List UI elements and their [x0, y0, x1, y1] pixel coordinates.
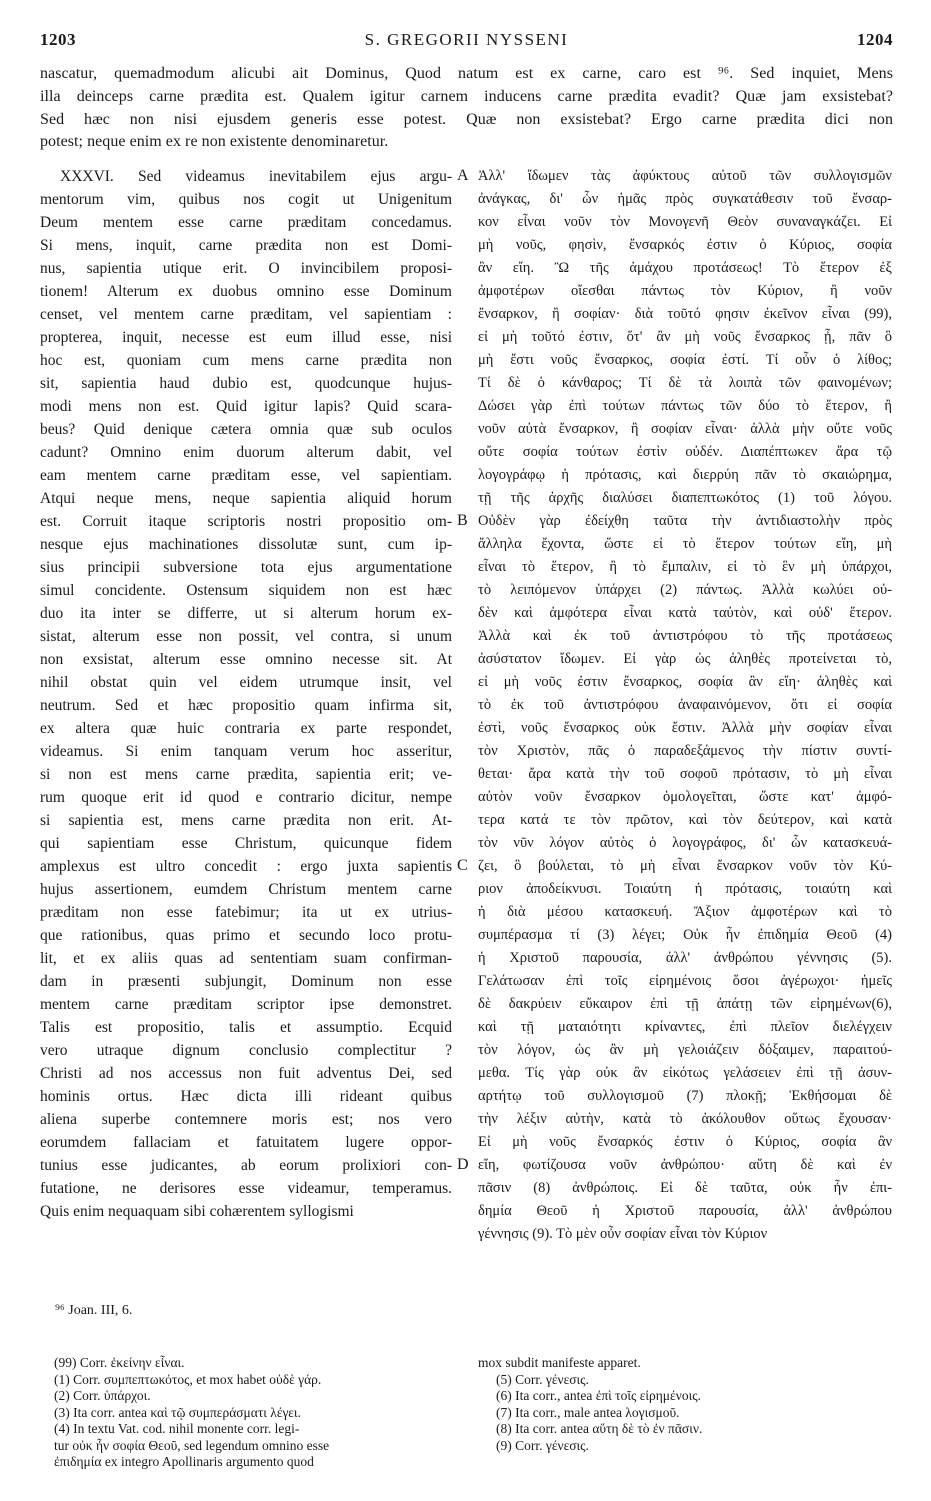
latin-line: eam mentem carne præditam esse, vel sapientiam.	[40, 467, 452, 484]
running-title: S. GREGORII NYSSENI	[364, 30, 569, 49]
latin-line: sistat, alterum esse non possit, vel contra, si unum	[40, 628, 452, 645]
greek-line: εἴη, φωτίζουσα νοῦν ἀνθρώπου· αὕτη δὲ καὶ ἐν	[478, 1157, 892, 1173]
latin-line: hoc est, quoniam cum mens carne prædita non	[40, 352, 452, 369]
latin-line: aliena superbe contemnere moris est; nos vero	[40, 1111, 452, 1128]
greek-line: κον εἶναι νοῦν τὸν Μονογενῆ Θεὸν συναναγκάζει. Εἰ	[478, 214, 892, 230]
latin-line: simul concidente. Ostensum siquidem non est hæc	[40, 582, 452, 599]
greek-line: Οὐδὲν γὰρ ἐδείχθη ταῦτα τὴν ἀντιδιαστολὴν πρὸς	[478, 513, 892, 529]
greek-line: Ἀλλὰ καὶ ἐκ τοῦ ἀντιστρόφου τὸ τῆς προτάσεως	[478, 628, 892, 644]
greek-line: δὲ δακρύειν εὔκαιρον ἐπὶ τῇ ἀπάτῃ τῶν εἰρημένων(6),	[478, 996, 892, 1012]
latin-line: qui sapientiam esse Christum, quicunque fidem	[40, 835, 452, 852]
greek-line: τὴν λέξιν αὐτὴν, κατὰ τὸ ἀκόλουθον οὕτως ἔχουσαν·	[478, 1111, 892, 1127]
greek-line: ἔνσαρκον, ἢ σοφίαν· διὰ τοῦτό φησιν ἐκεῖνον εἶναι (99),	[478, 306, 892, 322]
greek-line: Δώσει γὰρ ἐπὶ τούτων πάντως τῶν δύο τὸ ἕτερον, ἢ	[478, 398, 892, 414]
greek-line: τὸν λόγον, ὡς ἂν μὴ γελοιάζειν δόξαιμεν, παραιτού-	[478, 1042, 892, 1058]
note-line: (3) Ita corr. antea καὶ τῷ συμπεράσματι λέγει.	[54, 1404, 301, 1420]
greek-line: ἡ Χριστοῦ παρουσία, ἀλλ' ἀνθρώπου γέννησις (5).	[478, 950, 892, 966]
latin-line: neutrum. Sed et hæc propositio quam infirma sit,	[40, 697, 452, 714]
latin-line: mentem carne præditam scriptor ipse demonstret.	[40, 996, 452, 1013]
scripture-footnote: ⁹⁶ Joan. III, 6.	[55, 1303, 133, 1318]
latin-line: videamus. Si enim tanquam verum hoc asseritur,	[40, 743, 452, 760]
greek-line: Γελάτωσαν ἐπὶ τοῖς εἰρημένοις ὅσοι ἀγέρωχοι· ἡμεῖς	[478, 973, 892, 989]
note-line: (99) Corr. ἐκείνην εἶναι.	[54, 1355, 185, 1370]
greek-line: τὸ λειπόμενον ὑπάρχει (2) πάντως. Ἀλλὰ κωλύει οὐ-	[478, 582, 892, 598]
greek-line: λογογράφῳ ἡ πρότασις, καὶ διερρύη πᾶν τὸ σκαιώρημα,	[478, 467, 892, 483]
greek-line: μεθα. Τίς γὰρ οὐκ ἂν εἰκότως γελάσειεν ἐπὶ τῇ ἀσυν-	[478, 1065, 892, 1081]
greek-line: εἶναι τὸ ἕτερον, ἢ τὸ ἔμπαλιν, εἰ τὸ ἓν μὴ ὑπάρχοι,	[478, 559, 892, 575]
greek-line: ἐστὶ, νοῦς ἔνσαρκος οὐκ ἔστιν. Ἀλλὰ μὴν σοφίαν εἶναι	[478, 720, 892, 736]
latin-line: modi mens non est. Quid igitur lapis? Quid scara-	[40, 398, 452, 415]
greek-line: τὸ ἐκ τοῦ ἀντιστρόφου ἀναφαινόμενον, ὅτι εἰ σοφία	[478, 697, 892, 713]
latin-line: XXXVI. Sed videamus inevitabilem ejus argu-	[60, 168, 452, 185]
latin-line: est. Corruit itaque scriptoris nostri propositio om-	[40, 513, 452, 530]
greek-line: πᾶσιν (8) ἀνθρώποις. Εἰ δὲ ταῦτα, οὐκ ἦν ἐπι-	[478, 1180, 892, 1196]
latin-line: si sapientia est, mens carne prædita non erit. At-	[40, 812, 452, 829]
greek-line: αὐτὸν νοῦν ἔνσαρκον ὁμολογεῖται, ὥστε κατ' ἀμφό-	[478, 789, 892, 805]
latin-line: vero utraque dignum conclusio complectitur ?	[40, 1042, 452, 1059]
latin-line: rum quoque erit id quod e contrario dicitur, nempe	[40, 789, 452, 806]
latin-line: Atqui neque mens, neque sapientia aliquid horum	[40, 490, 452, 507]
page-number-right: 1204	[857, 30, 893, 49]
latin-line: futatione, ne derisores esse videamur, temperamus.	[40, 1180, 452, 1197]
latin-line: sius principii subversione tota ejus argumentatione	[40, 559, 452, 576]
greek-column	[478, 165, 892, 1246]
note-line: (8) Ita corr. antea αὕτη δὲ τὸ ἐν πᾶσιν.	[496, 1421, 703, 1436]
greek-line: ἂν εἴη. Ὢ τῆς ἀμάχου προτάσεως! Τὸ ἕτερον ἐξ	[478, 260, 892, 276]
greek-line: ριον ἀποδείκνυσι. Τοιαύτη ἡ πρότασις, τοιαύτη καὶ	[478, 881, 892, 897]
greek-line: αρτήτῳ τοῦ συλλογισμοῦ (7) πλοκῇ; Ἐκθήσομαι δὲ	[478, 1088, 892, 1104]
latin-line: beus? Quid denique cætera omnia quæ sub oculos	[40, 421, 452, 438]
note-line: (9) Corr. γένεσις.	[496, 1437, 589, 1453]
greek-line: ἡ διὰ μέσου κατασκευή. Ἄξιον ἀμφοτέρων καὶ τὸ	[478, 904, 892, 920]
latin-line: nus, sapientia utique erit. O invincibilem proposi-	[40, 260, 452, 277]
latin-line: hominis ortus. Hæc dicta illi rideant quibus	[40, 1088, 452, 1105]
latin-line: nesque ejus machinationes dissolutæ sunt, cum ip-	[40, 536, 452, 553]
latin-line: que rationibus, quas primo et secundo loco protu-	[40, 927, 452, 944]
greek-line: οὔτε σοφία τούτων ἐστὶν οὐδέν. Διαπέπτωκεν ἄρα τῷ	[478, 444, 892, 460]
latin-line: censet, vel mentem carne præditam, vel sapientiam :	[40, 306, 452, 323]
margin-letter-c: C	[457, 857, 468, 874]
latin-line: tionem! Alterum ex duobus omnino esse Dominum	[40, 283, 452, 300]
latin-line: lit, et ex aliis quas ad sententiam suam confirman-	[40, 950, 452, 967]
greek-line: ζει, ὃ βούλεται, τὸ μὴ εἶναι ἔνσαρκον νοῦν τὸν Κύ-	[478, 858, 892, 874]
greek-line: θεται· ἄρα κατὰ τὴν τοῦ σοφοῦ πρότασιν, τὸ μὴ εἶναι	[478, 766, 892, 782]
intro-line: potest; neque enim ex re non existente denominaretur.	[40, 133, 389, 151]
latin-line: non exsistat, alterum esse omnino necesse sit. At	[40, 651, 452, 668]
greek-line: νοῦν αὐτὰ ἔνσαρκον, ἢ σοφίαν εἶναι· ἀλλὰ μὴν οὔτε νοῦς	[478, 421, 892, 437]
running-header	[40, 30, 893, 54]
latin-line: præditam non esse fatebimur; ita ut ex utrius-	[40, 904, 452, 921]
greek-line: ἀμφοτέρων οἴεσθαι πάντως τὸν Κύριον, ἢ νοῦν	[478, 283, 892, 299]
intro-line: illa deinceps carne prædita est. Qualem igitur carnem inducens carne prædita evadit? Quæ jam exsistebat?	[40, 87, 893, 105]
latin-line: amplexus est ultro concedit : ergo juxta sapientis	[40, 858, 452, 875]
latin-line: si non est mens carne prædita, sapientia erit; ve-	[40, 766, 452, 783]
greek-line: μὴ νοῦς, φησὶν, ἔνσαρκός ἐστιν ὁ Κύριος, σοφία	[478, 237, 892, 253]
note-line: (1) Corr. συμπεπτωκότος, et mox habet οὐδὲ γάρ.	[54, 1371, 322, 1387]
note-line: mox subdit manifeste apparet.	[478, 1355, 641, 1370]
latin-line: hujus assertionem, eumdem Christum mentem carne	[40, 881, 452, 898]
greek-line: καὶ τῇ ματαιότητι κρίναντες, ἐπὶ πλεῖον διελέγχειν	[478, 1019, 892, 1035]
latin-line: duo ita inter se differre, ut si alterum horum ex-	[40, 605, 452, 622]
intro-line: Sed hæc non nisi ejusdem generis esse potest. Quæ non exsistebat? Ergo carne prædita dici non	[40, 110, 893, 128]
note-line: (2) Corr. ὑπάρχοι.	[54, 1388, 151, 1403]
greek-line: δημία Θεοῦ ἡ Χριστοῦ παρουσία, ἀλλ' ἀνθρώπου	[478, 1203, 892, 1219]
greek-line: ἀσύστατον ἴδωμεν. Εἰ γὰρ ὡς ἀληθὲς προτείνεται τὸ,	[478, 651, 892, 667]
greek-line: Ἀλλ' ἴδωμεν τὰς ἀφύκτους αὐτοῦ τῶν συλλογισμῶν	[478, 168, 892, 184]
greek-line: τὸν Χριστὸν, πᾶς ὁ παραδεξάμενος τὴν πίστιν συντί-	[478, 743, 892, 759]
greek-line: τερα κατά τε τὸν πρῶτον, καὶ τὸν δεύτερον, καὶ κατὰ	[478, 812, 892, 828]
latin-line: propterea, inquit, necesse est eum illud esse, nisi	[40, 329, 452, 346]
note-line: (5) Corr. γένεσις.	[496, 1371, 589, 1387]
greek-line: συμπέρασμα τί (3) λέγει; Οὐκ ἦν ἐπιδημία Θεοῦ (4)	[478, 927, 892, 943]
note-line: tur οὐκ ἦν σοφία Θεοῦ, sed legendum omnino esse	[54, 1437, 330, 1453]
greek-line: εἰ μὴ νοῦς ἐστιν ἔνσαρκος, σοφία ἂν εἴη· ἀληθὲς καὶ	[478, 674, 892, 690]
greek-line: ἀνάγκας, δι' ὧν ἡμᾶς πρὸς συγκατάθεσιν τοῦ ἔνσαρ-	[478, 191, 892, 207]
latin-line: dam in præsenti subjungit, Dominum non esse	[40, 973, 452, 990]
latin-line: Deum mentem esse carne præditam concedamus.	[40, 214, 452, 231]
note-line: (6) Ita corr., antea ἐπὶ τοῖς εἰρημένοις.	[496, 1388, 701, 1403]
greek-line: δὲν καὶ ἀμφότερα εἶναι κατὰ ταὐτὸν, καὶ οὐδ' ἕτερον.	[478, 605, 892, 621]
latin-line: ex altera quæ huic contraria ex parte respondet,	[40, 720, 452, 737]
latin-line: eorumdem fallaciam et fatuitatem lugere oppor-	[40, 1134, 452, 1151]
greek-line: Εἰ μὴ νοῦς ἔνσαρκός ἐστιν ὁ Κύριος, σοφία ἂν	[478, 1134, 892, 1150]
latin-line: sit, sapientia haud dubio est, quodcunque hujus-	[40, 375, 452, 392]
greek-line: ἄλληλα ἔχοντα, ὥστε εἰ τὸ ἕτερον τούτων εἴη, μὴ	[478, 536, 892, 552]
latin-line: nihil obstat quin vel eidem utrumque insit, vel	[40, 674, 452, 691]
latin-line: mentorum vim, quibus nos cogit ut Unigenitum	[40, 191, 452, 208]
page-number-left: 1203	[40, 30, 76, 49]
greek-line: τῇ τῆς ἀρχῆς διαλύσει διαπεπτωκότος (1) τοῦ λόγου.	[478, 490, 892, 506]
notes-right-column	[478, 1355, 892, 1454]
latin-line: cadunt? Omnino enim duorum alterum dabit, vel	[40, 444, 452, 461]
greek-line: εἰ μὴ τοῦτό ἐστιν, ὅτ' ἂν μὴ νοῦς ἔνσαρκος ᾖ, πᾶν ὃ	[478, 329, 892, 345]
intro-line: nascatur, quemadmodum alicubi ait Dominus, Quod natum est ex carne, caro est ⁹⁶. Sed inquiet, Mens	[40, 65, 893, 82]
latin-line: Christi ad nos accessus non fuit adventus Dei, sed	[40, 1065, 452, 1082]
latin-line: Quis enim nequaquam sibi cohærentem syllogismi	[40, 1203, 354, 1220]
greek-line: Τί δὲ ὁ κάνθαρος; Τί δὲ τὰ λοιπὰ τῶν φαινομένων;	[478, 375, 892, 391]
latin-line: tunius esse judicantes, ab eorum prolixiori con-	[40, 1157, 452, 1174]
notes-left-column	[40, 1355, 452, 1471]
margin-letter-d: D	[457, 1156, 469, 1173]
latin-line: Talis est propositio, talis et assumptio. Ecquid	[40, 1019, 452, 1036]
margin-letter-a: A	[457, 167, 469, 184]
latin-line: Si mens, inquit, carne prædita non est Domi-	[40, 237, 452, 254]
note-line: (7) Ita corr., male antea λογισμοῦ.	[496, 1404, 680, 1420]
greek-line: τὸν νῦν λόγον αὐτὸς ὁ λογογράφος, δι' ὧν κατασκευά-	[478, 835, 892, 851]
intro-paragraph	[40, 63, 893, 154]
latin-column	[40, 165, 452, 1223]
margin-letter-b: B	[457, 512, 468, 529]
greek-line: μὴ ἔστι νοῦς ἔνσαρκος, σοφία ἐστί. Τί οὖν ὁ λίθος;	[478, 352, 892, 368]
greek-line: γέννησις (9). Τὸ μὲν οὖν σοφίαν εἶναι τὸν Κύριον	[478, 1226, 768, 1242]
note-line: (4) In textu Vat. cod. nihil monente corr. legi-	[54, 1421, 300, 1436]
note-line: ἐπιδημία ex integro Apollinaris argumento quod	[54, 1454, 314, 1469]
